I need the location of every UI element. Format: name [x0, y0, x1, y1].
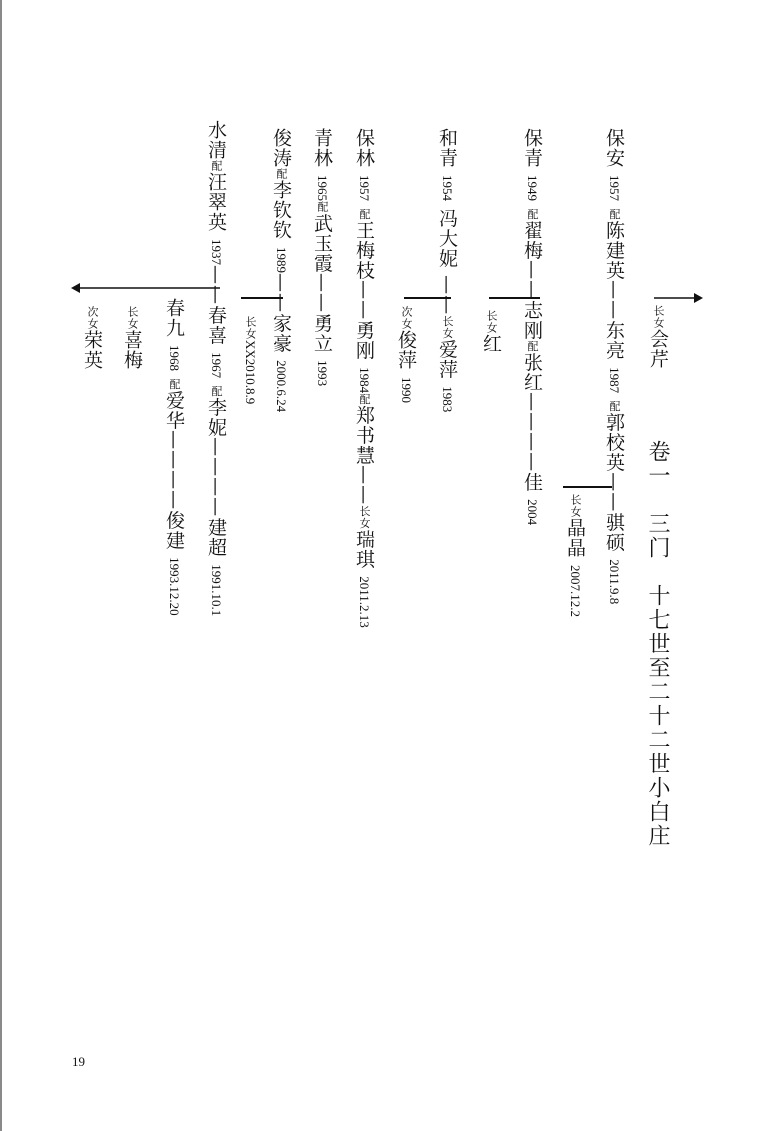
column-c6: 和青 1954 冯大妮 ——长女爱萍 1983: [436, 128, 458, 413]
column-c11: 长女XX2010.8.9: [243, 316, 258, 405]
page-number: 19: [72, 1054, 85, 1069]
column-c5: 长女红: [480, 310, 502, 354]
column-c1: 长女会芹: [647, 305, 669, 369]
column-c3: 长女晶晶 2007.12.2: [564, 494, 586, 618]
column-c10: 俊涛配李钦钦 1989——家豪 2000.6.24: [270, 128, 292, 413]
column-c8: 保林 1957 配王梅枝——勇刚 1984配郑书慧——长女瑞琪 2011.2.13: [353, 128, 375, 628]
page-title: 卷一 三门 十七世至二十二世小白庄: [645, 440, 670, 848]
arrow-right-icon: [694, 293, 703, 303]
column-c7: 次女俊萍 1990: [395, 306, 417, 404]
column-c9: 青林 1965配武玉霞——勇立 1993: [311, 128, 333, 387]
column-c2: 保安 1957 配陈建英——东亮 1987 配郭校英——骐硕 2011.9.8: [603, 128, 625, 605]
column-c4: 保青 1949 配翟梅——志刚配张红————佳 2004: [521, 128, 543, 526]
column-c15: 次女荣英: [81, 306, 103, 370]
column-c14: 长女喜梅: [121, 306, 143, 370]
arrow-left-icon: [71, 283, 80, 293]
column-c13: 春九 1968 配爱华————俊建 1993.12.20: [163, 298, 185, 616]
column-c12: 水清配汪翠英 1937——春喜 1967 配李妮————建超 1991.10.1: [205, 120, 227, 617]
